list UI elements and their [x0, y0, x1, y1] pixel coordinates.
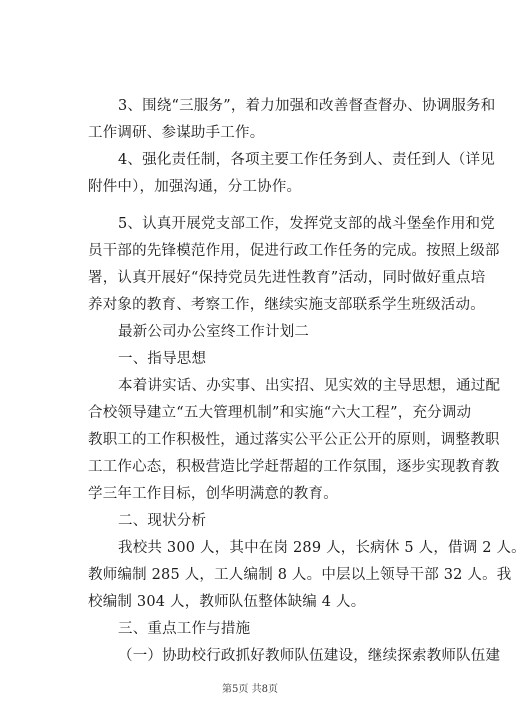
text-line: 4、强化责任制，各项主要工作任务到人、责任到人（详见 — [118, 152, 495, 168]
section-heading: 三、重点工作与措施 — [118, 621, 251, 637]
text-line: 工工作心态，积极营造比学赶帮超的工作氛围，逐步实现教育教 — [88, 459, 500, 475]
text-line: 学三年工作目标，创华明满意的教育。 — [88, 486, 338, 502]
text-line: 我校共 300 人，其中在岗 289 人，长病休 5 人，借调 2 人。 — [118, 540, 526, 556]
section-title: 最新公司办公室终工作计划二 — [118, 324, 310, 340]
section-heading: 一、指导思想 — [118, 351, 207, 367]
text-line: 3、围绕“三服务”，着力加强和改善督查督办、协调服务和 — [118, 98, 496, 114]
text-line: 附件中），加强沟通，分工协作。 — [88, 179, 302, 195]
text-line: 养对象的教育、考察工作，继续实施支部联系学生班级活动。 — [88, 297, 485, 313]
text-line: 本着讲实话、办实事、出实招、见实效的主导思想，通过配 — [118, 378, 501, 394]
page-number: 第5页 共8页 — [222, 684, 278, 695]
text-line: 工作调研、参谋助手工作。 — [88, 125, 265, 141]
text-line: 署，认真开展好“保持党员先进性教育”活动，同时做好重点培 — [88, 270, 486, 286]
text-line: 员干部的先锋模范作用，促进行政工作任务的完成。按照上级部 — [88, 243, 500, 259]
text-line: 教职工的工作积极性，通过落实公平公正公开的原则，调整教职 — [88, 432, 500, 448]
text-line: 合校领导建立“五大管理机制”和实施“六大工程”，充分调动 — [88, 405, 472, 421]
text-line: 5、认真开展党支部工作，发挥党支部的战斗堡垒作用和党 — [118, 216, 495, 232]
text-line: 校编制 304 人，教师队伍整体缺编 4 人。 — [88, 594, 366, 610]
text-line: 教师编制 285 人，工人编制 8 人。中层以上领导干部 32 人。我 — [88, 567, 512, 583]
text-line: （一）协助校行政抓好教师队伍建设，继续探索教师队伍建 — [118, 648, 501, 664]
section-heading: 二、现状分析 — [118, 513, 207, 529]
